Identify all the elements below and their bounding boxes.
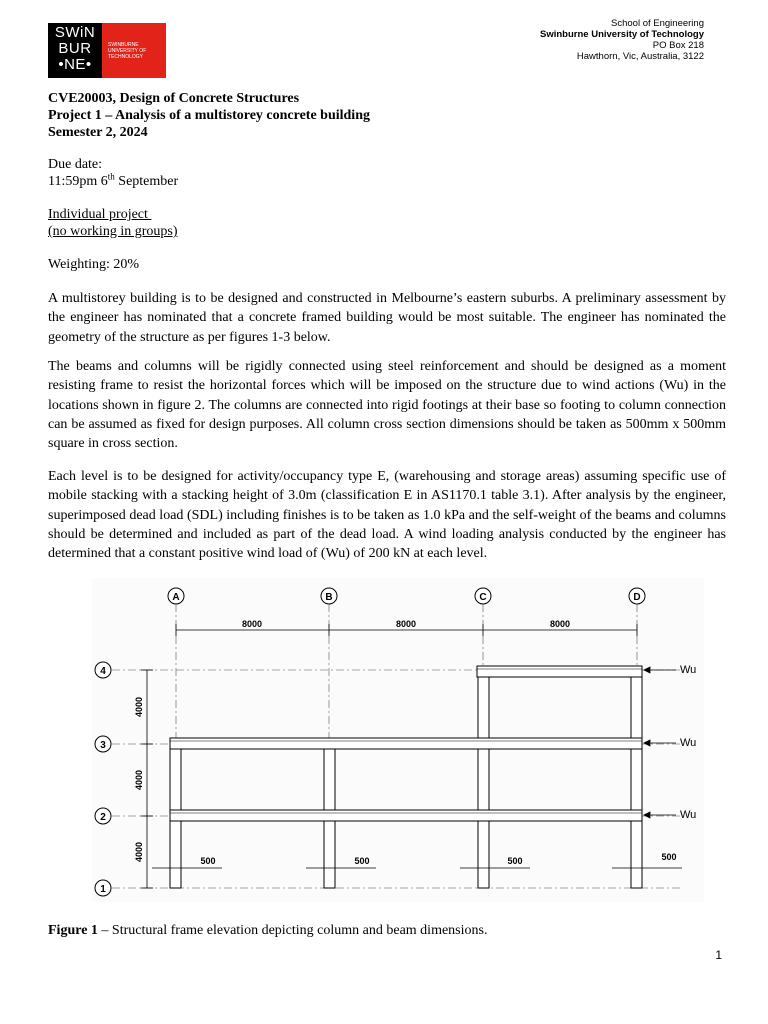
level-label-4: 4 (100, 666, 106, 677)
paragraph-frame: The beams and columns will be rigidly connected using steel reinforcement and should be designed as a moment resisting frame to resist the horizontal forces which will be imposed on the structure due to wind actions (Wu) in the locations shown in figure 2. The columns are connected into rigid footings at their base so footing to column connection can be assumed as fixed for design purposes. All column cross section dimensions should be taken as 500mm x 500mm square in cross section. (48, 359, 726, 452)
grid-label-a: A (172, 592, 180, 603)
project-title: Project 1 – Analysis of a multistorey concrete building (48, 108, 370, 123)
bay-dimension-cd: 8000 (549, 619, 571, 629)
weighting: Weighting: 20% (48, 257, 140, 272)
swinburne-logo (48, 23, 166, 78)
frame-elevation-drawing (92, 578, 704, 902)
level-label-2: 2 (100, 812, 106, 823)
course-title: CVE20003, Design of Concrete Structures (48, 91, 300, 106)
wind-load-level-2: Wu (680, 809, 697, 821)
logo-subtext: SWINBURNE UNIVERSITY OF TECHNOLOGY (102, 23, 166, 78)
figure-caption-text: – Structural frame elevation depicting column and beam dimensions. (97, 923, 488, 938)
due-date-block (48, 156, 178, 190)
column-a-level-1 (170, 821, 181, 888)
paragraph-loads: Each level is to be designed for activity/occupancy type E, (warehousing and storage areas) assuming specific use of mobile stacking with a stacking height of 3.0m (classification E in AS1170.1 table 3.1). After analysis by the engineer, superimposed dead load (SDL) including finishes is to be taken as 1.0 kPa and the self-weight of the beams and columns should be determined and included as part of the dead load. A wind loading analysis conducted by the engineer has determined that a constant positive wind load of (Wu) of 200 kN at each level. (48, 469, 726, 562)
column-b-level-2 (324, 749, 335, 810)
location: Hawthorn, Vic, Australia, 3122 (576, 51, 704, 62)
university-name: Swinburne University of Technology (540, 29, 704, 40)
column-c-level-3 (478, 677, 489, 738)
storey-height-1: 4000 (134, 841, 144, 863)
bay-dimension-bc: 8000 (395, 619, 417, 629)
column-width-c: 500 (507, 856, 523, 866)
semester: Semester 2, 2024 (48, 125, 148, 140)
column-width-d: 500 (661, 852, 677, 862)
column-d-level-3 (631, 677, 642, 738)
school-address (540, 18, 704, 62)
column-d-level-1 (631, 821, 642, 888)
column-b-level-1 (324, 821, 335, 888)
beam-level-2 (170, 810, 642, 821)
grid-label-c: C (479, 592, 487, 603)
paragraph-intro: A multistorey building is to be designed and constructed in Melbourne’s eastern suburbs. A preliminary assessment by the engineer has nominated that a concrete framed building would be most suitable. The engineer has nominated the geometry of the structure as per figures 1-3 below. (48, 291, 726, 345)
individual-project-note: Individual project (no working in groups) (48, 207, 178, 239)
grid-label-b: B (325, 592, 333, 603)
due-date-label: Due date: (48, 157, 103, 172)
wind-load-level-3: Wu (680, 737, 697, 749)
po-box: PO Box 218 (652, 40, 704, 51)
storey-height-2: 4000 (134, 769, 144, 791)
due-date-value: 11:59pm 6th September (48, 171, 179, 189)
level-label-1: 1 (100, 884, 106, 895)
bay-dimension-ab: 8000 (241, 619, 263, 629)
beam-level-4 (477, 666, 642, 677)
level-label-3: 3 (100, 740, 106, 751)
column-width-a: 500 (200, 856, 216, 866)
figure-caption-label: Figure 1 (48, 923, 98, 938)
beam-level-3 (170, 738, 642, 749)
document-heading (48, 90, 370, 141)
logo-wordmark: SWiN BUR •NE• (48, 23, 102, 78)
column-a-level-2 (170, 749, 181, 810)
column-d-level-2 (631, 749, 642, 810)
grid-label-d: D (633, 592, 641, 603)
column-c-level-1 (478, 821, 489, 888)
column-width-b: 500 (354, 856, 370, 866)
figure-frame-elevation (92, 578, 704, 902)
column-c-level-2 (478, 749, 489, 810)
page-number: 1 (715, 948, 722, 962)
storey-height-3: 4000 (134, 696, 144, 718)
figure-caption (48, 922, 487, 939)
school-name: School of Engineering (611, 18, 704, 29)
wind-load-level-4: Wu (680, 664, 697, 676)
